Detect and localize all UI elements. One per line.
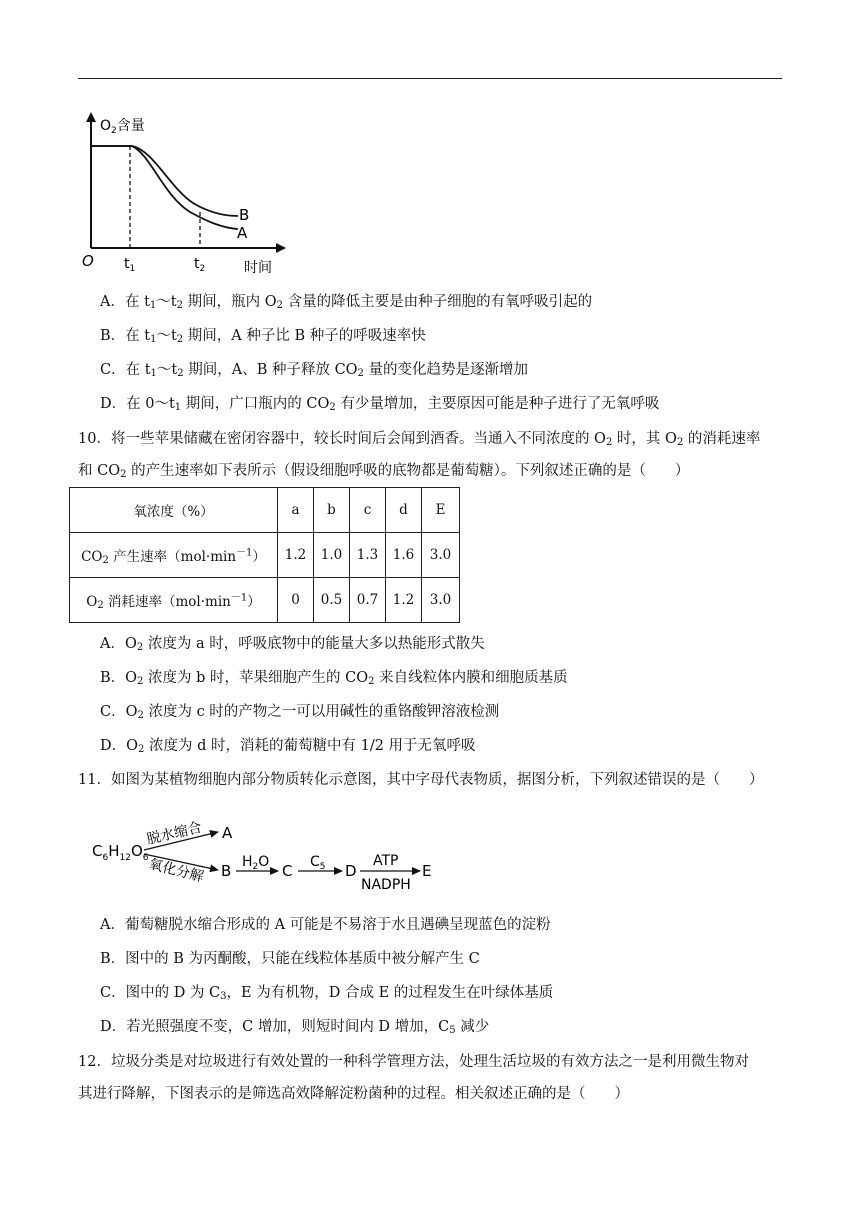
header-cell: 氧浓度（%） xyxy=(70,488,278,533)
q11-option-c: C．图中的 D 为 $C_3$，E 为有机物，D 合成 E 的过程发生在叶绿体基质 xyxy=(100,985,554,1002)
oxygen-rate-table xyxy=(69,487,460,623)
q9-option-c: C．在 $t_1\sim t_2$ 期间，A、B 种子释放 $CO_2$ 量的变化趋势是逐渐增加 xyxy=(100,362,529,379)
origin-label: O xyxy=(82,252,94,270)
dehydration-label: 脱水缩合 xyxy=(145,819,204,848)
q9-option-b: B．在 $t_1\sim t_2$ 期间，A 种子比 B 种子的呼吸速率快 xyxy=(100,328,426,345)
column-header: a xyxy=(278,488,314,533)
atp-label: ATP xyxy=(373,853,399,869)
h2o-label: $H_2O$ xyxy=(242,854,270,872)
q10-option-b: B．$O_2$ 浓度为 b 时，苹果细胞产生的 $CO_2$ 来自线粒体内膜和细胞质基质 xyxy=(100,670,568,687)
column-header: b xyxy=(314,488,350,533)
curve-a-label: A xyxy=(237,224,248,242)
column-header: d xyxy=(386,488,422,533)
q12-stem-line1: 12．垃圾分类是对垃圾进行有效处置的一种科学管理方法，处理生活垃圾的有效方法之一是利用微生物对 xyxy=(78,1054,749,1070)
table-cell: 1.2 xyxy=(386,578,422,623)
q11-stem: 11．如图为某植物细胞内部分物质转化示意图，其中字母代表物质，据图分析，下列叙述错误的是（ ） xyxy=(78,772,764,788)
node-c: C xyxy=(282,862,293,880)
q10-stem-line1: 10．将一些苹果储藏在密闭容器中，较长时间后会闻到酒香。当通入不同浓度的 $O_2$ 时，其 $O_2$ 的消耗速率 xyxy=(78,431,761,448)
column-header: E xyxy=(422,488,460,533)
row-header-co2: $CO_2$ 产生速率$(mol\cdot\min^{-1})$ xyxy=(70,533,278,578)
q10-option-d: D．$O_2$ 浓度为 d 时，消耗的葡萄糖中有 1/2 用于无氧呼吸 xyxy=(100,738,476,755)
q11-option-b: B．图中的 B 为丙酮酸，只能在线粒体基质中被分解产生 C xyxy=(100,951,480,967)
table-cell: 0.5 xyxy=(314,578,350,623)
q10-option-a: A．$O_2$ 浓度为 a 时，呼吸底物中的能量大多以热能形式散失 xyxy=(100,636,485,653)
node-e: E xyxy=(422,862,432,880)
q11-option-d: D．若光照强度不变，C 增加，则短时间内 D 增加，$C_5$ 减少 xyxy=(100,1019,490,1036)
curve-a xyxy=(91,146,238,229)
curve-b xyxy=(91,146,238,216)
nadph-label: NADPH xyxy=(361,877,411,893)
table-cell: 0 xyxy=(278,578,314,623)
table-cell: 1.3 xyxy=(350,533,386,578)
table-cell: 1.2 xyxy=(278,533,314,578)
header-rule xyxy=(78,78,782,79)
t2-label: $t_2$ xyxy=(194,256,206,274)
node-a: A xyxy=(222,824,233,842)
o2-content-graph xyxy=(78,108,298,280)
t1-label: $t_1$ xyxy=(124,256,136,274)
substance-conversion-diagram xyxy=(90,808,440,896)
glucose-formula: $C_6H_{12}O_6$ xyxy=(92,842,149,863)
oxidation-label: 氧化分解 xyxy=(147,856,206,886)
q9-option-a: A．在 $t_1\sim t_2$ 期间，瓶内 $O_2$ 含量的降低主要是由种子细胞的有氧呼吸引起的 xyxy=(100,294,593,311)
table-cell: 0.7 xyxy=(350,578,386,623)
curve-b-label: B xyxy=(239,206,250,224)
column-header: c xyxy=(350,488,386,533)
row-header-o2: $O_2$ 消耗速率$(mol\cdot\min^{-1})$ xyxy=(70,578,278,623)
q11-option-a: A．葡萄糖脱水缩合形成的 A 可能是不易溶于水且遇碘呈现蓝色的淀粉 xyxy=(100,917,551,933)
table-row xyxy=(70,533,460,578)
node-d: D xyxy=(345,862,357,880)
x-axis-label: 时间 xyxy=(244,260,272,276)
table-cell: 3.0 xyxy=(422,533,460,578)
q10-option-c: C．$O_2$ 浓度为 c 时的产物之一可以用碱性的重铬酸钾溶液检测 xyxy=(100,704,500,721)
q10-stem-line2: 和 $CO_2$ 的产生速率如下表所示（假设细胞呼吸的底物都是葡萄糖）。下列叙述正确的是（ ） xyxy=(78,463,690,480)
q12-stem-line2: 其进行降解，下图表示的是筛选高效降解淀粉菌种的过程。相关叙述正确的是（ ） xyxy=(78,1086,629,1102)
c5-label: $C_5$ xyxy=(310,854,326,872)
table-cell: 1.6 xyxy=(386,533,422,578)
table-cell: 1.0 xyxy=(314,533,350,578)
table-row xyxy=(70,488,460,533)
table-row xyxy=(70,578,460,623)
node-b: B xyxy=(221,862,232,880)
y-axis-label: $O_2$含量 xyxy=(100,118,145,136)
q9-option-d: D．在 $0\sim t_1$ 期间，广口瓶内的 $CO_2$ 有少量增加，主要原因可能是种子进行了无氧呼吸 xyxy=(100,396,660,413)
table-cell: 3.0 xyxy=(422,578,460,623)
